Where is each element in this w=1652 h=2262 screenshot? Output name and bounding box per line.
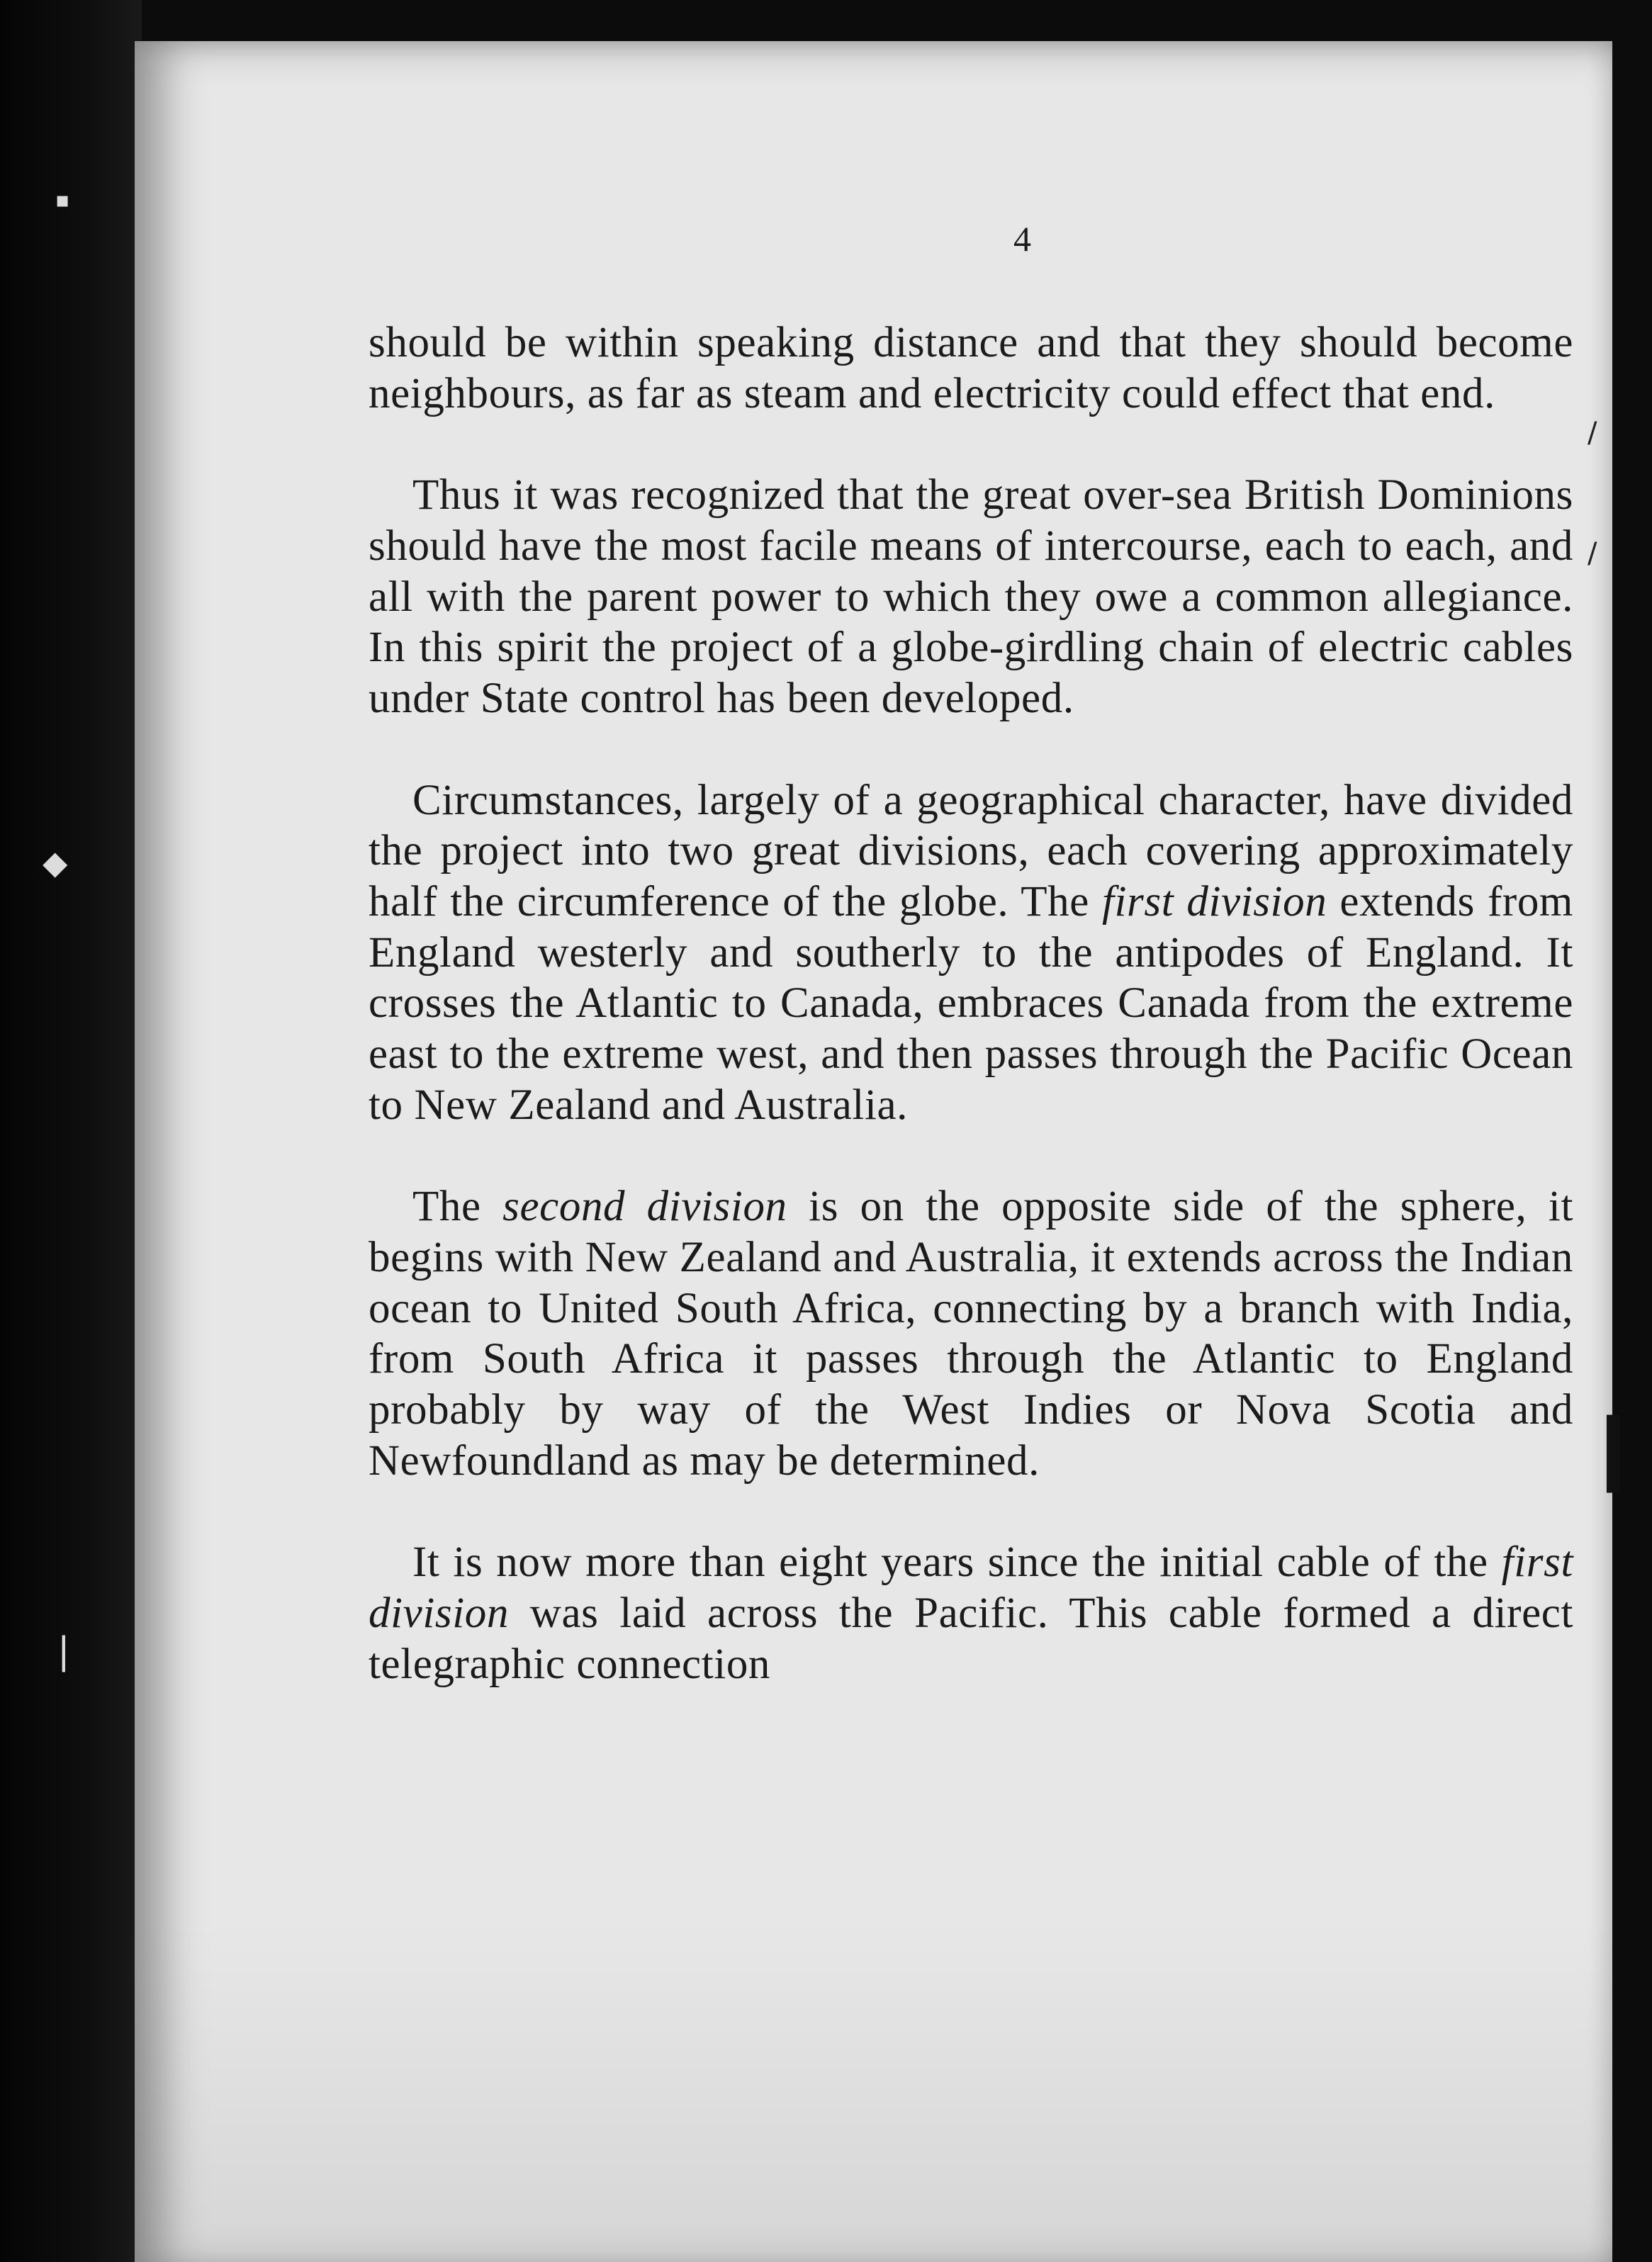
paragraph-text: is on the opposite side of the sphere, it begins with New Zealand and Australia, it extends across the Indian ocean to United South Africa, connecting by a branch with India, from South Africa it passes through the Atlantic to England probably by way of the West Indies or Nova Scotia and Newfoundland as may be determined. xyxy=(369,1183,1573,1485)
scan-mark: / xyxy=(1588,417,1597,449)
scan-mark: ❙ xyxy=(1580,1402,1646,1492)
italic-phrase: first division xyxy=(1101,878,1327,926)
scan-mark: / xyxy=(1588,537,1597,570)
document-page xyxy=(135,41,1646,2262)
page-number: 4 xyxy=(1013,219,1031,259)
paragraph-text: The xyxy=(412,1183,503,1231)
scan-speck: ◆ xyxy=(43,843,68,882)
paragraph-text: Circumstances, largely of a geographical character, have divided the project into two great divisions, each covering approximately half the circumference of the globe. The xyxy=(369,776,1573,926)
paragraph-5 xyxy=(369,1537,1573,1689)
page-body xyxy=(369,317,1573,1740)
paragraph-text: Thus it was recognized that the great over-sea British Dominions should have the most facile means of intercourse, each to each, and all with the parent power to which they owe a common allegiance. In this spirit the project of a globe-girdling chain of electric cables under State control has been developed. xyxy=(369,471,1573,723)
italic-phrase: first division xyxy=(369,1538,1573,1638)
paragraph-text: should be within speaking distance and that they should become neighbours, as far as steam and electricity could effect that end. xyxy=(369,319,1573,417)
scan-speck: ❘ xyxy=(48,1630,79,1672)
paragraph-4 xyxy=(369,1181,1573,1486)
scan-speck: ▪ xyxy=(55,188,70,213)
italic-phrase: second division xyxy=(502,1183,787,1231)
paragraph-2 xyxy=(369,470,1573,724)
paragraph-text: was laid across the Pacific. This cable formed a direct telegraphic connection xyxy=(369,1589,1573,1688)
paragraph-text: It is now more than eight years since the initial cable of the xyxy=(412,1538,1502,1587)
scan-left-shadow xyxy=(0,0,142,2262)
paragraph-text: extends from England westerly and southerly to the antipodes of England. It crosses the Atlantic to Canada, embraces Canada from the extreme east to the extreme west, and then passes through the Pacific Ocean to New Zealand and Australia. xyxy=(369,878,1573,1129)
paragraph-1 xyxy=(369,317,1573,419)
paragraph-3 xyxy=(369,775,1573,1131)
